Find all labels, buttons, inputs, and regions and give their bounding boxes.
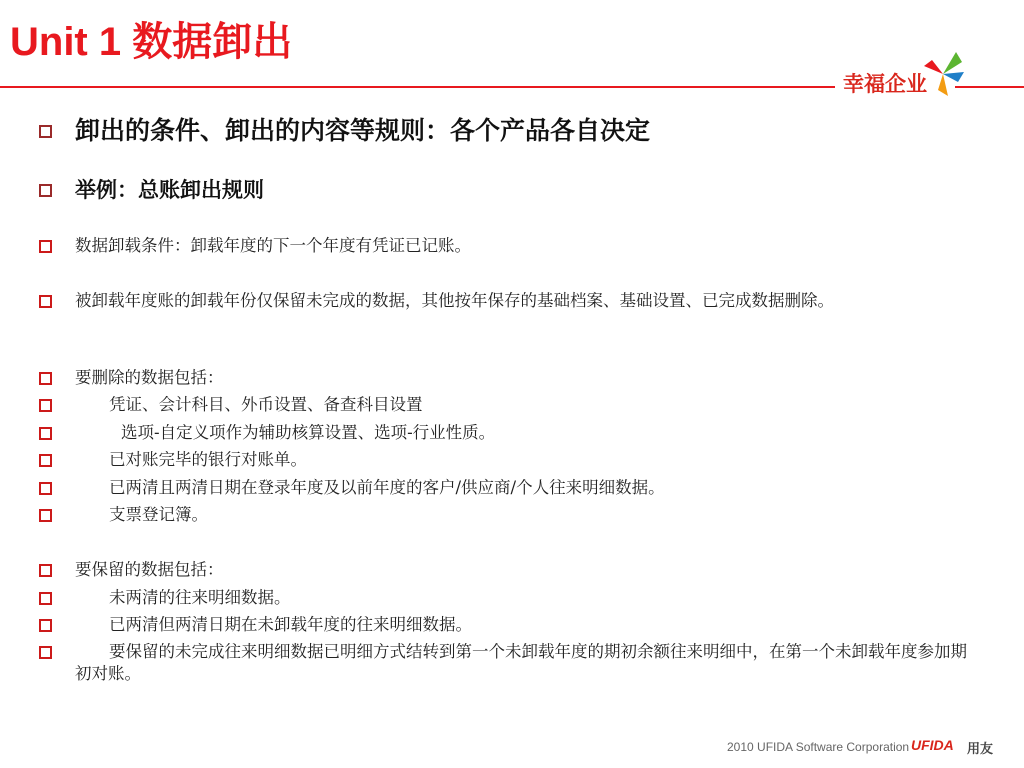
list-bullet — [39, 592, 52, 605]
list-item: 数据卸载条件：卸载年度的下一个年度有凭证已记账。 — [75, 236, 471, 255]
list-item: 要删除的数据包括： — [75, 368, 224, 387]
title-underline — [0, 86, 835, 88]
footer-copyright: 2010 UFIDA Software Corporation — [727, 740, 910, 754]
list-item: 要保留的未完成往来明细数据已明细方式结转到第一个未卸载年度的期初余额往来明细中，在第一个未卸载年度参加期初对账。 — [75, 642, 967, 683]
list-item: 未两清的往来明细数据。 — [109, 588, 291, 607]
list-bullet — [39, 372, 52, 385]
list-item: 要保留的数据包括： — [75, 560, 224, 579]
heading-example: 举例：总账卸出规则 — [75, 178, 264, 202]
heading-bullet — [39, 184, 52, 197]
list-bullet — [39, 454, 52, 467]
list-item: 已对账完毕的银行对账单。 — [109, 450, 307, 469]
list-item: 凭证、会计科目、外币设置、备查科目设置 — [109, 395, 423, 414]
list-item: 被卸载年度账的卸载年份仅保留未完成的数据，其他按年保存的基础档案、基础设置、已完成数据删除。 — [75, 291, 834, 310]
heading-bullet — [39, 125, 52, 138]
list-bullet — [39, 646, 52, 659]
list-bullet — [39, 619, 52, 632]
pinwheel-logo-icon — [918, 48, 968, 100]
heading-rules: 卸出的条件、卸出的内容等规则：各个产品各自决定 — [75, 116, 651, 145]
list-bullet — [39, 509, 52, 522]
slide-title: Unit 1 数据卸出 — [10, 20, 293, 64]
list-bullet — [39, 427, 52, 440]
list-bullet — [39, 482, 52, 495]
list-bullet — [39, 240, 52, 253]
list-item: 选项-自定义项作为辅助核算设置、选项-行业性质。 — [121, 423, 496, 442]
brand-slogan: 幸福企业 — [843, 72, 927, 96]
footer-company-cn: 用友 — [967, 742, 994, 757]
list-item: 支票登记簿。 — [109, 505, 208, 524]
list-bullet — [39, 399, 52, 412]
list-bullet — [39, 564, 52, 577]
list-item: 已两清但两清日期在未卸载年度的往来明细数据。 — [109, 615, 472, 634]
list-item: 已两清且两清日期在登录年度及以前年度的客户/供应商/个人往来明细数据。 — [109, 478, 665, 497]
list-bullet — [39, 295, 52, 308]
footer-company-logo: UFIDA — [911, 737, 954, 753]
